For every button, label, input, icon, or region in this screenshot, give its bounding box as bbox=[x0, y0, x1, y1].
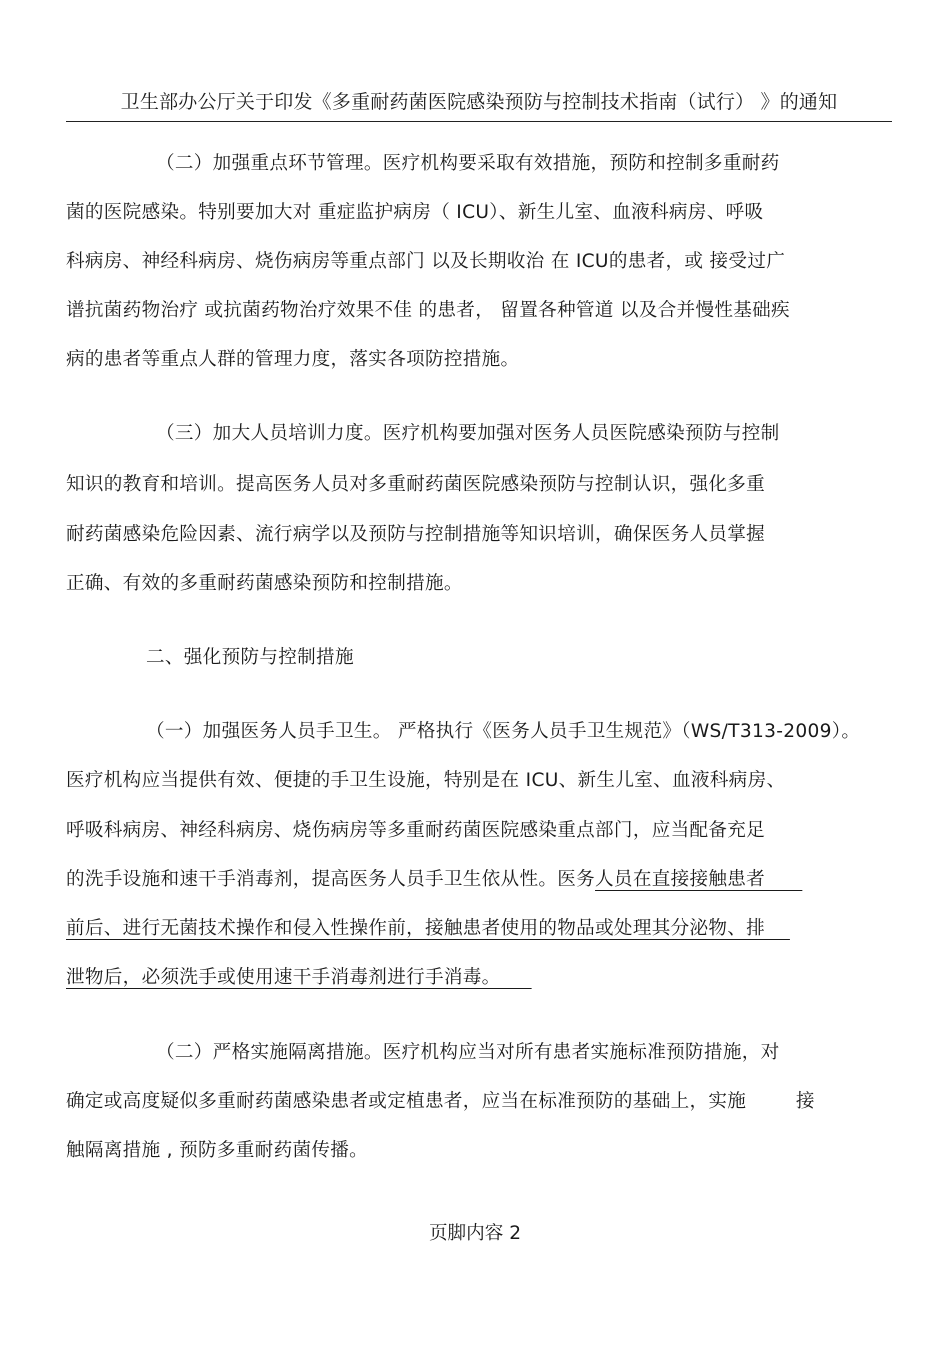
header-divider bbox=[66, 121, 892, 122]
paragraph-line: （二）严格实施隔离措施。医疗机构应当对所有患者实施标准预防措施，对 bbox=[156, 1042, 780, 1063]
paragraph-line: 耐药菌感染危险因素、流行病学以及预防与控制措施等知识培训，确保医务人员掌握 bbox=[66, 524, 766, 545]
paragraph-line: 科病房、神经科病房、烧伤病房等重点部门 以及长期收治 在 ICU的患者，或 接受过广 bbox=[66, 251, 786, 272]
paragraph-line: 病的患者等重点人群的管理力度，落实各项防控措施。 bbox=[66, 349, 520, 370]
paragraph-line: 医疗机构应当提供有效、便捷的手卫生设施，特别是在 ICU、新生儿室、血液科病房、 bbox=[66, 770, 786, 791]
paragraph-line: （二）加强重点环节管理。医疗机构要采取有效措施，预防和控制多重耐药 bbox=[156, 153, 780, 174]
paragraph-line: 确定或高度疑似多重耐药菌感染患者或定植患者，应当在标准预防的基础上，实施 接 bbox=[66, 1091, 815, 1112]
paragraph-line bbox=[66, 866, 892, 894]
paragraph-line: 正确、有效的多重耐药菌感染预防和控制措施。 bbox=[66, 573, 463, 594]
underlined-line: 泄物后，必须洗手或使用速干手消毒剂进行手消毒。 bbox=[66, 967, 532, 988]
paragraph-line: 知识的教育和培训。提高医务人员对多重耐药菌医院感染预防与控制认识，强化多重 bbox=[66, 474, 766, 495]
paragraph-line: （三）加大人员培训力度。医疗机构要加强对医务人员医院感染预防与控制 bbox=[156, 423, 780, 444]
paragraph-line: 菌的医院感染。特别要加大对 重症监护病房（ ICU）、新生儿室、血液科病房、呼吸 bbox=[66, 202, 764, 223]
paragraph-text: 的洗手设施和速干手消毒剂，提高医务人员手卫生依从性。医务 bbox=[66, 869, 596, 890]
underlined-line: 前后、进行无菌技术操作和侵入性操作前，接触患者使用的物品或处理其分泌物、排 bbox=[66, 918, 790, 939]
page-footer: 页脚内容 2 bbox=[428, 1223, 522, 1244]
page-header: 卫生部办公厅关于印发《多重耐药菌医院感染预防与控制技术指南（试行） 》的通知 bbox=[120, 91, 838, 113]
section-heading: 二、强化预防与控制措施 bbox=[146, 647, 354, 668]
paragraph-line: 谱抗菌药物治疗 或抗菌药物治疗效果不佳 的患者， 留置各种管道 以及合并慢性基础疾 bbox=[66, 300, 790, 321]
paragraph-line: 呼吸科病房、神经科病房、烧伤病房等多重耐药菌医院感染重点部门，应当配备充足 bbox=[66, 820, 766, 841]
underlined-text: 人员在直接接触患者 bbox=[595, 869, 803, 890]
paragraph-line: 触隔离措施 , 预防多重耐药菌传播。 bbox=[66, 1140, 369, 1161]
paragraph-line: （一）加强医务人员手卫生。 严格执行《医务人员手卫生规范》（WS/T313-2009）。 bbox=[146, 721, 861, 742]
